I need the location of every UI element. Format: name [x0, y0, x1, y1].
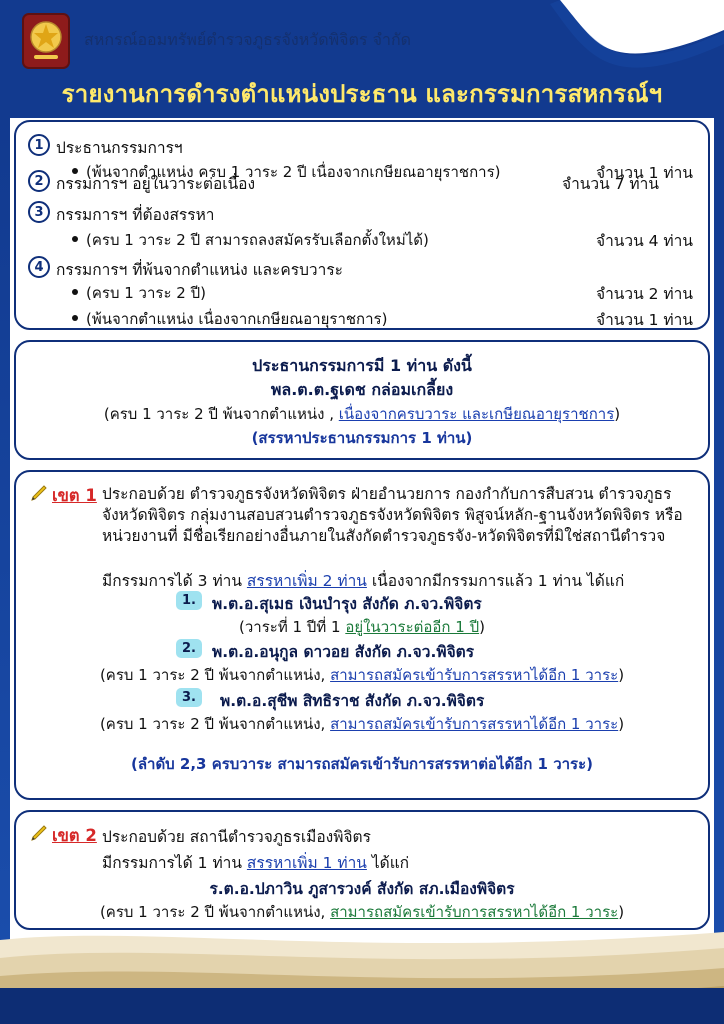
cooperative-emblem-icon	[22, 13, 70, 69]
page-title: รายงานการดำรงตำแหน่งประธาน และกรรมการสหกรณ์ฯ	[61, 80, 663, 108]
summary-heading-1: ประธานกรรมการฯ	[56, 139, 183, 157]
zone1-member-3-name: พ.ต.อ.สุชีพ สิทธิราช สังกัด ภ.จว.พิจิตร	[220, 692, 485, 710]
zone1-quota: มีกรรมการได้ 3 ท่าน สรรหาเพิ่ม 2 ท่าน เนื่องจากมีกรรมการแล้ว 1 ท่าน ได้แก่	[102, 572, 625, 590]
zone1-member-3-note-underlined: สามารถสมัครเข้ารับการสรรหาได้อีก 1 วาระ	[330, 715, 619, 733]
zone2-label: เขต 2	[52, 826, 97, 845]
zone1-member-2-name: พ.ต.อ.อนุกูล ดาวอย สังกัด ภ.จว.พิจิตร	[212, 643, 475, 661]
organization-name: สหกรณ์ออมทรัพย์ตำรวจภูธรจังหวัดพิจิตร จำกัด	[84, 30, 412, 49]
summary-number-1: 1	[28, 134, 50, 156]
summary-number-2: 2	[28, 170, 50, 192]
summary-bullet-4-2: (พ้นจากตำแหน่ง เนื่องจากเกษียณอายุราชการ)	[72, 307, 387, 331]
summary-number-3: 3	[28, 201, 50, 223]
zone1-member-1-name: พ.ต.อ.สุเมธ เงินบำรุง สังกัด ภ.จว.พิจิตร	[212, 595, 482, 613]
bullet-dot-icon	[72, 236, 78, 242]
summary-amount-2: จำนวน 7 ท่าน	[562, 175, 659, 193]
summary-heading-4: กรรมการฯ ที่พ้นจากตำแหน่ง และครบวาระ	[56, 261, 343, 279]
page-header	[0, 0, 724, 118]
summary-bullet-4-1: (ครบ 1 วาระ 2 ปี)	[72, 281, 206, 305]
summary-bullet-3-1: (ครบ 1 วาระ 2 ปี สามารถลงสมัครรับเลือกตั้งใหม่ได้)	[72, 228, 429, 252]
bullet-dot-icon	[72, 289, 78, 295]
zone1-member-3-number: 3.	[176, 688, 202, 707]
zone2-quota-underlined: สรรหาเพิ่ม 1 ท่าน	[246, 854, 367, 872]
zone1-quota-underlined: สรรหาเพิ่ม 2 ท่าน	[246, 572, 367, 590]
zone1-card	[14, 470, 710, 800]
zone1-member-1-number: 1.	[176, 591, 202, 610]
zone1-label: เขต 1	[52, 486, 97, 505]
zone2-member-note-underlined: สามารถสมัครเข้ารับการสรรหาได้อีก 1 วาระ	[330, 903, 619, 921]
zone1-member-2-number: 2.	[176, 639, 202, 658]
pen-icon	[30, 824, 48, 842]
pen-icon	[30, 484, 48, 502]
zone2-quota: มีกรรมการได้ 1 ท่าน สรรหาเพิ่ม 1 ท่าน ได้แก่	[102, 854, 410, 872]
summary-amount-1-1: จำนวน 1 ท่าน	[596, 164, 693, 182]
bullet-dot-icon	[72, 315, 78, 321]
chairman-card	[14, 340, 710, 460]
left-border-strip	[0, 118, 10, 1024]
zone1-member-2-note: (ครบ 1 วาระ 2 ปี พ้นจากตำแหน่ง, สามารถสมัครเข้ารับการสรรหาได้อีก 1 วาระ)	[99, 666, 625, 684]
zone1-footer-note: (ลำดับ 2,3 ครบวาระ สามารถสมัครเข้ารับการสรรหาต่อได้อีก 1 วาระ)	[130, 755, 594, 773]
zone2-member-name: ร.ต.อ.ปภาวิน ภูสารวงค์ สังกัด สภ.เมืองพิจิตร	[209, 880, 515, 898]
chairman-note: (สรรหาประธานกรรมการ 1 ท่าน)	[251, 429, 473, 447]
chairman-detail: (ครบ 1 วาระ 2 ปี พ้นจากตำแหน่ง , เนื่องจากครบวาระ และเกษียณอายุราชการ)	[103, 405, 621, 423]
zone1-member-1-note: (วาระที่ 1 ปีที่ 1 อยู่ในวาระต่ออีก 1 ปี)	[239, 618, 485, 636]
summary-bullet-1-1: (พ้นจากตำแหน่ง ครบ 1 วาระ 2 ปี เนื่องจากเกษียณอายุราชการ)	[72, 160, 500, 184]
zone1-member-2-note-underlined: สามารถสมัครเข้ารับการสรรหาได้อีก 1 วาระ	[330, 666, 619, 684]
summary-number-4: 4	[28, 256, 50, 278]
summary-card	[14, 120, 710, 330]
summary-amount-4-1: จำนวน 2 ท่าน	[596, 285, 693, 303]
zone1-intro: ประกอบด้วย ตำรวจภูธรจังหวัดพิจิตร ฝ่ายอำนวยการ กองกำกับการสืบสวน ตำรวจภูธรจังหวัดพิจิตร กลุ่มงานสอบสวนตำรวจภูธรจังหวัดพิจิตร พิสูจน์หลัก-ฐานจังหวัดพิจิตร หรือหน่วยงานที่ มีชื่อเรียกอย่างอื่นภายในสังกัดตำรวจภูธรจัง-หวัดพิจิตรที่มิใช่สถานีตำรวจ	[102, 485, 683, 545]
summary-heading-2: กรรมการฯ อยู่ในวาระต่อเนื่อง	[56, 175, 256, 193]
footer-navy-band	[0, 988, 724, 1024]
summary-heading-3: กรรมการฯ ที่ต้องสรรหา	[56, 206, 215, 224]
zone2-member-note: (ครบ 1 วาระ 2 ปี พ้นจากตำแหน่ง, สามารถสมัครเข้ารับการสรรหาได้อีก 1 วาระ)	[99, 903, 625, 921]
chairman-name: พล.ต.ต.ฐเดช กล่อมเกลี้ยง	[270, 380, 454, 399]
summary-amount-3-1: จำนวน 4 ท่าน	[596, 232, 693, 250]
right-border-strip	[714, 118, 724, 1024]
zone2-intro: ประกอบด้วย สถานีตำรวจภูธรเมืองพิจิตร	[102, 828, 371, 846]
zone2-card	[14, 810, 710, 930]
summary-amount-4-2: จำนวน 1 ท่าน	[596, 311, 693, 329]
zone1-member-1-note-underlined: อยู่ในวาระต่ออีก 1 ปี	[345, 618, 480, 636]
chairman-heading: ประธานกรรมการมี 1 ท่าน ดังนี้	[252, 356, 472, 375]
chairman-detail-underlined: เนื่องจากครบวาระ และเกษียณอายุราชการ	[338, 405, 615, 423]
zone1-member-3-note: (ครบ 1 วาระ 2 ปี พ้นจากตำแหน่ง, สามารถสมัครเข้ารับการสรรหาได้อีก 1 วาระ)	[99, 715, 625, 733]
